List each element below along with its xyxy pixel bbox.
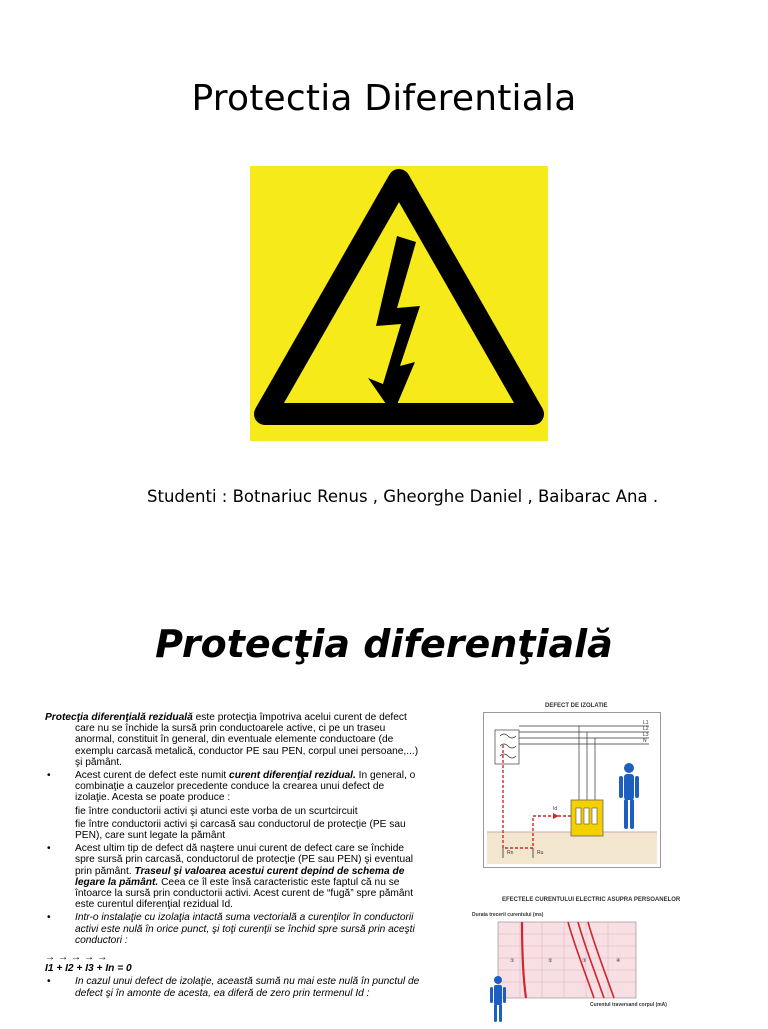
high-voltage-warning-sign — [250, 166, 548, 441]
diagram2-xlabel: Curentul traversand corpul (mA) — [590, 1002, 667, 1008]
slide2-body — [45, 712, 420, 999]
label-l3: L3 — [643, 732, 649, 738]
diagram2-ylabel: Durata trecerii curentului (ms) — [472, 912, 544, 918]
zone-4: ④ — [616, 958, 621, 964]
bullet-2: • Acest ultim tip de defect dă naştere unui curent de defect care se închide spre sursă prin carcasă, conductorul de protecţie (PE sau PEN) şi eventual prin pământ. Traseul şi valoarea acestui curent depind de schema de legare la pământ. Ceea ce îl este însă caracteristic este faptul că nu se întoarce la sursă prin conductorii activi. Acest curent de “fugă” spre pământ este curentul diferenţial rezidual Id. — [47, 843, 414, 911]
bullet-3: • Intr-o instalaţie cu izolaţia intactă suma vectorială a curenţilor în conductorii activi este nulă în orice punct, şi toţi curenţii se închid spre sursă prin aceşti conductori : — [47, 912, 415, 946]
label-rn: Rn — [507, 850, 514, 856]
insulation-fault-diagram — [483, 712, 661, 868]
label-l2: L2 — [643, 726, 649, 732]
intro-term: Protecţia diferenţială reziduală — [45, 712, 193, 723]
diagram2-caption: EFECTELE CURENTULUI ELECTRIC ASUPRA PERSOANELOR — [502, 897, 681, 903]
sub-item-1: fie între conductorii activi şi atunci este vorba de un scurtcircuit — [75, 805, 358, 817]
label-l1: L1 — [643, 720, 649, 726]
zone-3: ③ — [582, 958, 587, 964]
high-voltage-icon — [250, 166, 548, 441]
zone-2: ② — [548, 958, 553, 964]
bullet-4: • In cazul unui defect de izolaţie, această sumă nu mai este nulă în punctul de defect şi în amonte de acesta, ea diferă de zero prin termenul Id : — [47, 976, 420, 999]
label-ru: Ru — [537, 850, 544, 856]
vector-arrows: → → → → → — [45, 952, 108, 964]
slide-title: Protectia Diferentiala — [191, 78, 577, 119]
diagram1-caption: DEFECT DE IZOLATIE — [545, 703, 608, 709]
slide2-title: Protecţia diferenţială — [155, 622, 613, 666]
students-line: Studenti : Botnariuc Renus , Gheorghe Daniel , Baibarac Ana . — [147, 487, 659, 506]
current-sum-formula: I1 + I2 + I3 + In = 0 — [45, 963, 132, 975]
intro-paragraph: Protecţia diferenţială reziduală este protecţia împotriva acelui curent de defect care nu se închide la sursă prin conductoarele active, ci pe un traseu anormal, constituit în general, din eventuale elemente conductoare (de exemplu carcasă metalică, conductor PE sau PEN, corpul unei persoane,...) şi pământ. — [45, 712, 419, 768]
bullet-1: • Acest curent de defect este numit curent diferenţial rezidual. In general, o combinaţie a cauzelor precedente conduce la crearea unui defect de izolaţie. Acesta se poate produce : — [47, 770, 416, 804]
label-n: N — [643, 738, 647, 744]
current-effects-diagram — [470, 904, 700, 1024]
zone-1: ① — [510, 958, 515, 964]
label-id: Id — [553, 806, 558, 812]
sub-item-2: fie între conductorii activi şi carcasă sau conductorul de protecţie (PE sau PEN), care sunt legate la pământ — [75, 818, 406, 842]
